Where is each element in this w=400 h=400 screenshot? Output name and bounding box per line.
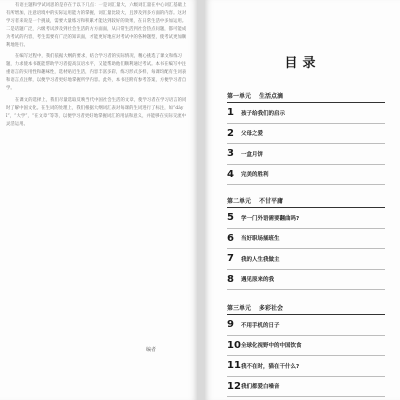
lesson-number: 4 bbox=[227, 168, 234, 180]
lesson-title: 我的人生我做主 bbox=[241, 256, 280, 263]
preface-paragraph: 有语主题和学试词思的是存在于以下几点：一是词汇量大，六级词汇量在中心词汇基础上有所增加，注意语境中的实际运用能力的掌握，词汇量比较大，且涉及到多方面的内容。这对学习者来说是一个挑战，需要大量练习和积累才能达到较好的效果，在日常生活中多加运用。二是话题广泛，六级考试涉及到社会生活的方方面面，从日常生活到社会热点问题，都可能成为考试的内容，考生需要有广泛的知识面，才能更好地应对考试中的各种题型，使考试更加顺利地进行。 bbox=[6, 3, 187, 48]
unit-number: 第三单元 bbox=[227, 305, 252, 312]
lesson-title: 遇见原来的我 bbox=[241, 277, 275, 284]
lesson-number: 8 bbox=[227, 273, 234, 285]
preface-paragraph: 在编写过程中，我们依据大纲的要求，结合学习者的实际情况，精心挑选了课文和练习题，力求使本书既能帮助学习者提高汉语水平，又能帮助他们顺利通过考试。本书在编写中注重语言的实用性和趣味性，选材贴近生活，内容丰富多彩，练习形式多样，每课均配有生词表和语言点注释，以便学习者更好地掌握所学内容。此外，本书还附有参考答案，方便学习者自学。 bbox=[6, 54, 187, 92]
lesson-row[interactable] bbox=[227, 270, 385, 291]
unit-number: 第二单元 bbox=[227, 198, 252, 205]
lesson-row[interactable] bbox=[227, 103, 385, 124]
preface-text bbox=[6, 2, 188, 133]
unit-title: 生活点滴 bbox=[259, 93, 284, 100]
lesson-number: 5 bbox=[227, 212, 234, 224]
lesson-row[interactable] bbox=[227, 165, 385, 186]
lesson-number: 10 bbox=[227, 339, 241, 351]
lesson-title: 当好职场插班生 bbox=[241, 236, 280, 243]
lesson-row[interactable] bbox=[227, 144, 385, 165]
lesson-number: 3 bbox=[227, 148, 234, 160]
lesson-number: 6 bbox=[227, 232, 234, 244]
unit-title: 多彩社会 bbox=[259, 305, 284, 312]
lesson-number: 2 bbox=[227, 127, 234, 139]
lesson-row[interactable] bbox=[227, 356, 385, 377]
lesson-title: 我不在时，猫在干什么? bbox=[241, 363, 300, 370]
table-of-contents bbox=[227, 80, 385, 397]
unit-header bbox=[227, 191, 385, 208]
lesson-title: 全球化视野中的中国饮食 bbox=[241, 343, 302, 350]
lesson-title: 孩子给我们的启示 bbox=[241, 110, 286, 117]
unit-number: 第一单元 bbox=[227, 93, 252, 100]
preface-paragraph: 在课文的选择上，我们尽量选取反映当代中国社会生活的文章，使学习者在学习语言的同时了解中国文化。在生词的处理上，我们根据大纲词汇表对每课的生词进行了标注，如“dàyī”，“大学”，“在文章”等等，以便学习者更好地掌握词汇的用法和意义，并能够在实际交流中灵活运用。 bbox=[6, 97, 187, 127]
left-page-preface bbox=[0, 0, 197, 400]
toc-title: 目录 bbox=[284, 56, 321, 71]
lesson-title: 完美的胜利 bbox=[241, 172, 269, 179]
lesson-number: 9 bbox=[227, 319, 234, 331]
unit-title: 不甘平庸 bbox=[259, 198, 284, 205]
lesson-row[interactable] bbox=[227, 377, 385, 398]
lesson-number: 11 bbox=[227, 360, 241, 372]
lesson-row[interactable] bbox=[227, 249, 385, 270]
lesson-row[interactable] bbox=[227, 208, 385, 229]
unit-header bbox=[227, 86, 385, 103]
unit-header bbox=[227, 298, 385, 315]
lesson-number: 7 bbox=[227, 253, 234, 265]
lesson-title: 我们都爱白噪音 bbox=[241, 384, 280, 391]
lesson-title: 一盒月饼 bbox=[241, 151, 264, 158]
right-page-toc bbox=[205, 0, 400, 400]
lesson-title: 不用手机的日子 bbox=[241, 322, 280, 329]
lesson-number: 12 bbox=[227, 380, 241, 392]
lesson-number: 1 bbox=[227, 107, 234, 119]
lesson-row[interactable] bbox=[227, 315, 385, 336]
lesson-row[interactable] bbox=[227, 229, 385, 250]
lesson-row[interactable] bbox=[227, 336, 385, 357]
preface-signature: 编者 bbox=[146, 347, 157, 353]
lesson-row[interactable] bbox=[227, 124, 385, 145]
lesson-title: 学一门外语需要翻曲吗? bbox=[241, 215, 300, 222]
lesson-title: 父母之爱 bbox=[241, 131, 264, 138]
